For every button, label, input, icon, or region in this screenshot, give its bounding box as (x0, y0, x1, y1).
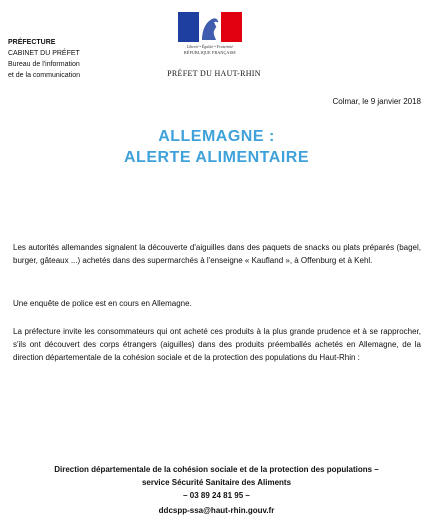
footer-line-2: service Sécurité Sanitaire des Aliments (141, 478, 292, 487)
republique-francaise: RÉPUBLIQUE FRANÇAISE (183, 50, 237, 55)
paragraph-3: La préfecture invite les consommateurs qui ont acheté ces produits à la plus grande prudence et à se rapprocher, s'ils ont découvert des corps étrangers (aiguilles) dans des produits préemballés achetés en Allemagne, de la direction départementale de la cohésion sociale et de la protection des populations du Haut-Rhin : (13, 327, 421, 362)
prefecture-block (8, 37, 138, 81)
footer-line-1: Direction départementale de la cohésion sociale et de la protection des populations – (54, 465, 379, 474)
footer-phone: – 03 89 24 81 95 – (183, 491, 250, 500)
date-line: Colmar, le 9 janvier 2018 (332, 97, 421, 106)
bureau-line-2: et de la communication (8, 72, 80, 79)
bureau-line-1: Bureau de l'information (8, 61, 80, 68)
cabinet-label: CABINET DU PRÉFET (8, 50, 80, 57)
republic-motto: Liberté • Égalité • Fraternité (186, 44, 234, 49)
prefet-title: PRÉFET DU HAUT-RHIN (167, 69, 261, 78)
marianne-flag-icon (178, 12, 242, 42)
marianne-logo (178, 12, 242, 56)
headline-line-1: ALLEMAGNE : (158, 128, 275, 145)
footer-email[interactable]: ddcspp-ssa@haut-rhin.gouv.fr (158, 506, 275, 515)
prefecture-label: PRÉFECTURE (8, 39, 56, 46)
paragraph-1: Les autorités allemandes signalent la découverte d'aiguilles dans des paquets de snacks ou plats préparés (bagel, burger, gâteaux ...) achetés dans des supermarchés à l'enseigne « Kaufland », à Offenburg et à Kehl. (13, 243, 421, 265)
paragraph-2: Une enquête de police est en cours en Allemagne. (13, 299, 192, 308)
headline-line-2: ALERTE ALIMENTAIRE (124, 149, 309, 166)
